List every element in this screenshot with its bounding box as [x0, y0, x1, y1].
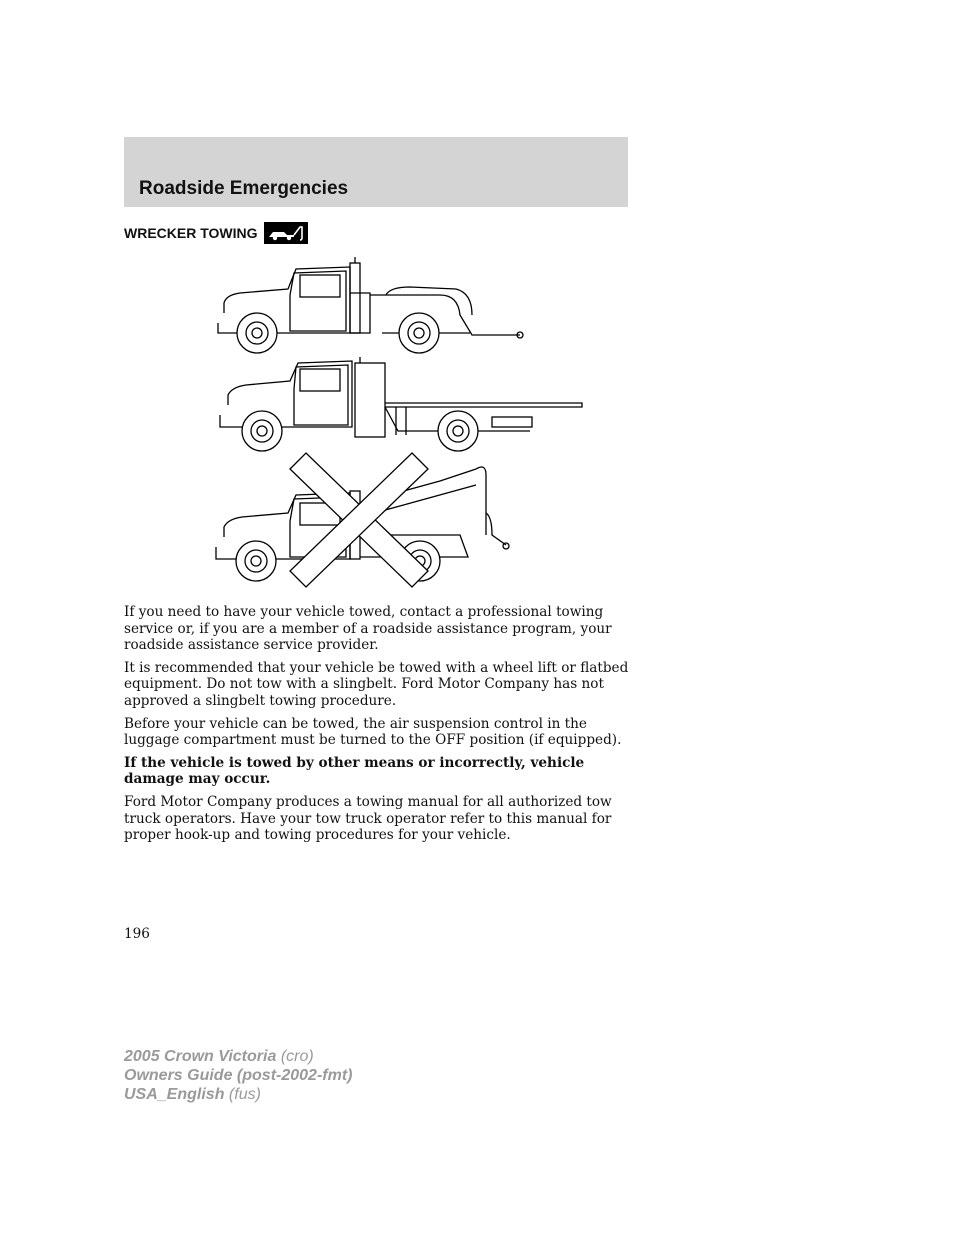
- paragraph-warning: If the vehicle is towed by other means or incorrectly, vehicle damage may occur.: [124, 754, 585, 788]
- tow-truck-icon: [264, 222, 308, 244]
- page-section-title: Roadside Emergencies: [139, 178, 349, 199]
- flatbed-tow-truck: [220, 357, 582, 451]
- prohibited-x-mark: [290, 453, 428, 587]
- footer-line-3: USA_English (fus): [124, 1086, 261, 1103]
- footer-line-2: Owners Guide (post-2002-fmt): [124, 1067, 353, 1084]
- paragraph-towing-service: If you need to have your vehicle towed, contact a professional towing service or, if you are a member of a roadside assistance program, your roadside assistance service provider.: [124, 604, 612, 654]
- page-number: 196: [124, 926, 150, 942]
- body-text: [124, 604, 634, 850]
- section-heading: [124, 222, 308, 244]
- paragraph-air-suspension: Before your vehicle can be towed, the air suspension control in the luggage compartment must be turned to the OFF position (if equipped).: [124, 715, 622, 749]
- section-heading-text: WRECKER TOWING: [124, 225, 258, 241]
- towing-illustrations: [210, 255, 600, 595]
- paragraph-towing-manual: Ford Motor Company produces a towing manual for all authorized tow truck operators. Have your tow truck operator refer to this manual for proper hook-up and towing procedures for your vehicle.: [124, 793, 612, 844]
- document-footer: [124, 1047, 352, 1104]
- wheel-lift-tow-truck: [218, 257, 523, 353]
- footer-line-1: 2005 Crown Victoria (cro): [124, 1048, 314, 1065]
- paragraph-recommended-equipment: It is recommended that your vehicle be towed with a wheel lift or flatbed equipment. Do not tow with a slingbelt. Ford Motor Company has not approved a slingbelt towing procedure.: [124, 659, 629, 709]
- header-band: [124, 137, 628, 207]
